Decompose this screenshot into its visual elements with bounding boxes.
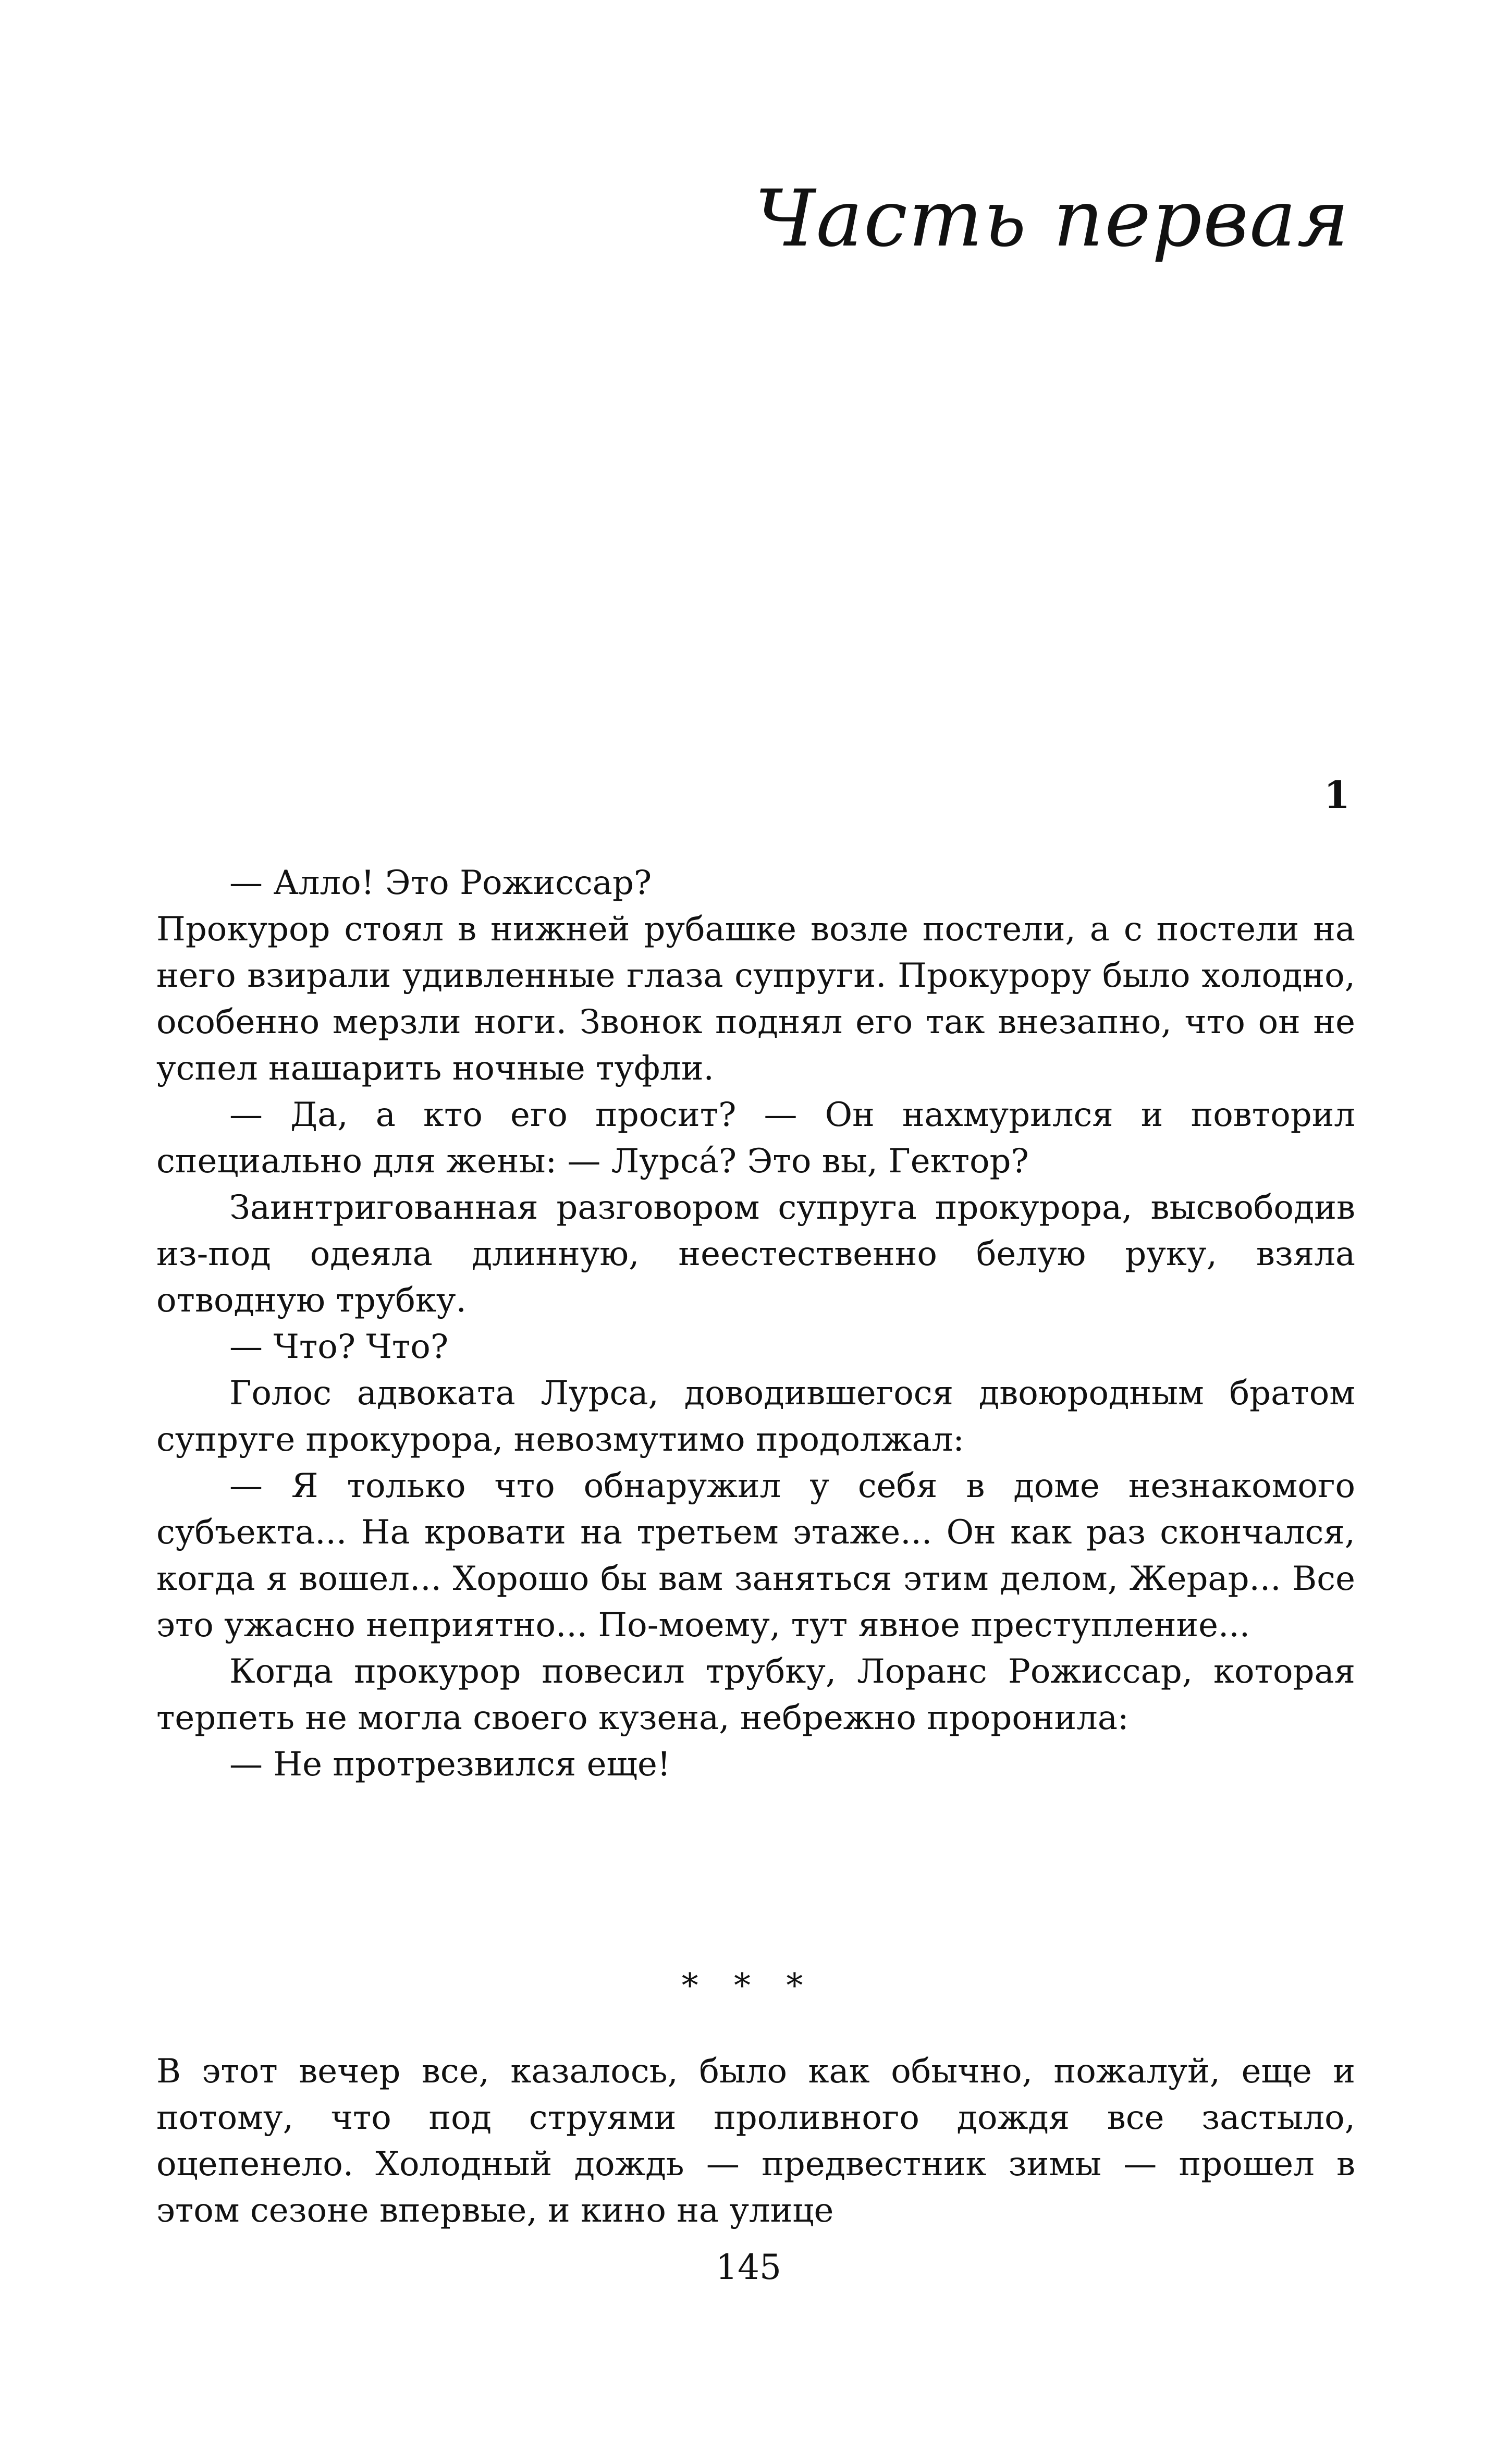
page-number: 145 — [716, 2247, 781, 2287]
paragraph: Когда прокурор повесил трубку, Лоранс Рожиссар, которая терпеть не могла своего кузена, небрежно проронила: — [156, 1652, 1355, 1737]
section-separator: * * * — [681, 1967, 816, 2005]
part-title: Часть первая — [754, 174, 1350, 264]
paragraph: Голос адвоката Лурса, доводившегося двоюродным братом супруге прокурора, невозмутимо продолжал: — [156, 1374, 1355, 1459]
paragraph: — Не протрезвился еще! — [229, 1745, 671, 1784]
paragraph: — Я только что обнаружил у себя в доме незнакомого субъекта... На кровати на третьем этаже... Он как раз скончался, когда я вошел... Хорошо бы вам заняться этим делом, Жерар... Все это ужасно неприятно... По-моему, тут явное преступление... — [156, 1467, 1355, 1645]
section-text — [156, 2049, 1355, 2234]
paragraph: Заинтригованная разговором супруга прокурора, высвободив из-под одеяла длинную, неестественно белую руку, взяла отводную трубку. — [156, 1188, 1355, 1320]
paragraph: — Да, а кто его просит? — Он нахмурился и повторил специально для жены: — Лурса́? Это вы, Гектор? — [156, 1096, 1355, 1181]
paragraph: Прокурор стоял в нижней рубашке возле постели, а с постели на него взирали удивленные глаза супруги. Прокурору было холодно, особенно мерзли ноги. Звонок поднял его так внезапно, что он не успел нашарить ночные туфли. — [156, 910, 1355, 1088]
chapter-text — [156, 860, 1355, 1788]
paragraph: В этот вечер все, казалось, было как обычно, пожалуй, еще и потому, что под струями проливного дождя все застыло, оцепенело. Холодный дождь — предвестник зимы — прошел в этом сезоне впервые, и кино на улице — [156, 2052, 1355, 2230]
paragraph: — Алло! Это Рожиссар? — [229, 864, 652, 902]
paragraph: — Что? Что? — [229, 1328, 449, 1366]
chapter-number: 1 — [1323, 773, 1350, 817]
